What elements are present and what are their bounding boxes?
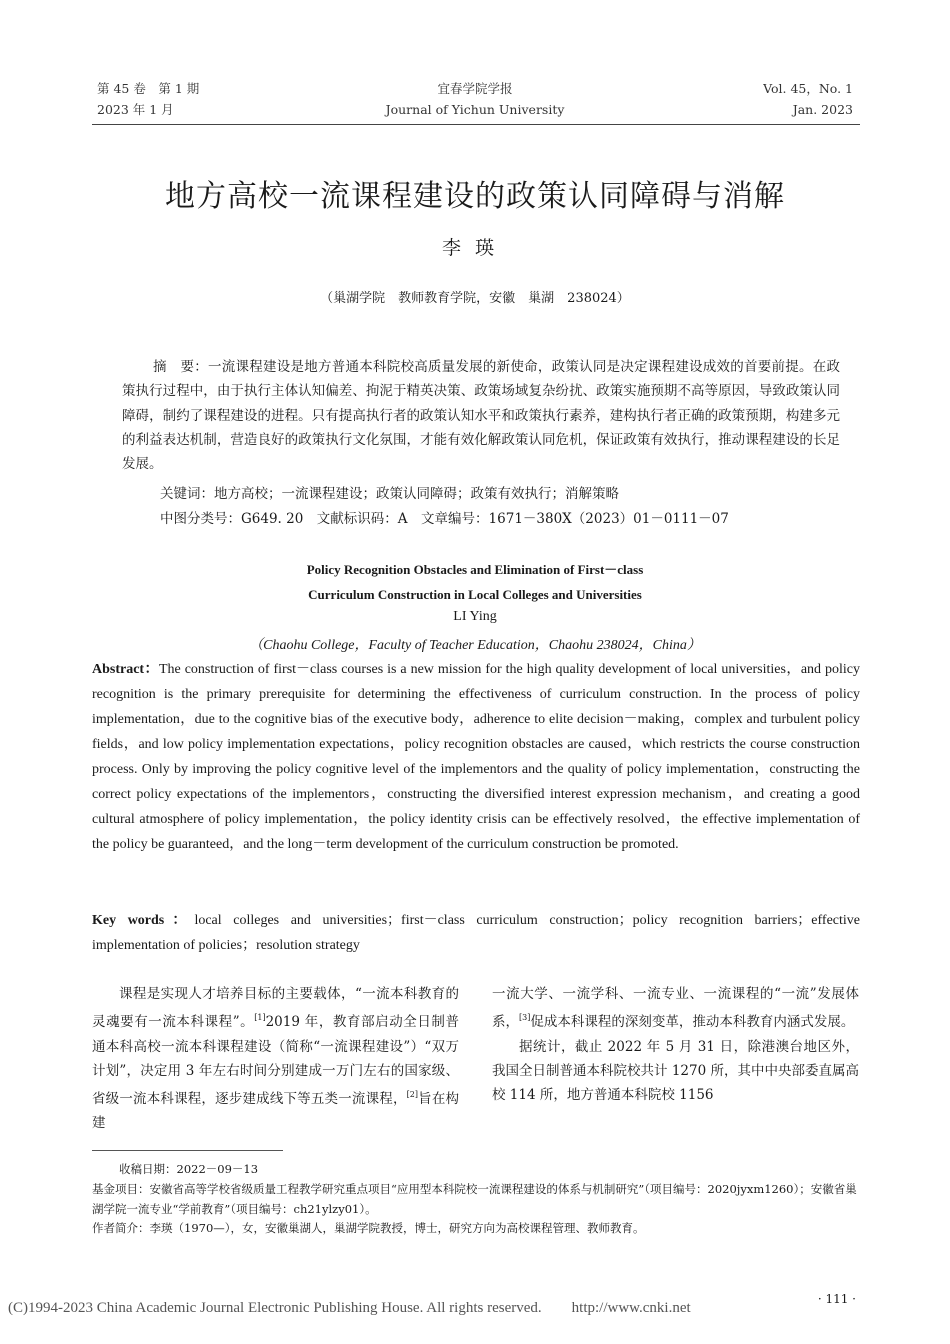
keywords-en-text: local colleges and universities；first－class curriculum construction；policy recognition barriers；effective implementation of policies；resolution strategy bbox=[92, 913, 860, 953]
body-text: 课程是实现人才培养目标的主要载体，“一流本科教育的灵魂要有一流本科课程”。 bbox=[92, 986, 459, 1031]
english-affiliation: （Chaohu College，Faculty of Teacher Education，Chaohu 238024，China） bbox=[249, 638, 701, 653]
pub-date-cn: 2023 年 1 月 bbox=[97, 102, 174, 117]
paper-title: 地方高校一流课程建设的政策认同障碍与消解 bbox=[165, 179, 785, 214]
citation-ref: [2] bbox=[406, 1090, 418, 1100]
pub-date-en: Jan. 2023 bbox=[792, 102, 853, 117]
footnote-fund: 基金项目：安徽省高等学校省级质量工程教学研究重点项目“应用型本科院校一流课程建设的体系与机制研究”（项目编号：2020jyxm1260）；安徽省巢湖学院一流专业“学前教育”（项目编号：ch21ylzy01）。 bbox=[92, 1182, 857, 1216]
body-text: 2019 年，教育部启动全日制普通本科高校一流本科课程建设（简称“一流课程建设”）“双万计划”，决定用 3 年左右时间分别建成一万门左右的国家级、省级一流本科课程，逐步建成线下等五类一流课程， bbox=[92, 1014, 459, 1108]
keywords-cn bbox=[160, 482, 840, 506]
abstract-cn bbox=[122, 355, 840, 476]
keywords-cn-text: 地方高校；一流课程建设；政策认同障碍；政策有效执行；消解策略 bbox=[214, 486, 619, 502]
citation-ref: [3] bbox=[519, 1013, 531, 1023]
body-paragraph bbox=[492, 982, 859, 1035]
body-text: 一流大学、一流学科、一流专业、一流课程的“一流”发展体系， bbox=[492, 986, 859, 1031]
body-text: 促成本科课程的深刻变革，推动本科教育内涵式发展。 bbox=[530, 1014, 855, 1031]
abstract-cn-label: 摘 要： bbox=[153, 359, 209, 375]
copyright-footer: (C)1994-2023 China Academic Journal Electronic Publishing House. All rights reserved. http://www.cnki.net bbox=[8, 1300, 691, 1316]
affiliation: （巢湖学院 教师教育学院，安徽 巢湖 238024） bbox=[320, 291, 630, 306]
author-name: 李瑛 bbox=[441, 237, 508, 259]
keywords-en-label: Key words： bbox=[92, 913, 195, 928]
header-right bbox=[763, 78, 853, 120]
abstract-cn-text: 一流课程建设是地方普通本科院校高质量发展的新使命，政策认同是决定课程建设成效的首要前提。在政策执行过程中，由于执行主体认知偏差、拘泥于精英决策、政策场域复杂纷扰、政策实施预期不高等原因，导致政策认同障碍，制约了课程建设的进程。只有提高执行者的政策认知水平和政策执行素养，建构执行者正确的政策预期，构建多元的利益表达机制，营造良好的政策执行文化氛围，才能有效化解政策认同危机，保证政策有效执行，推动课程建设的长足发展。 bbox=[122, 359, 841, 473]
journal-name-en: Journal of Yichun University bbox=[385, 102, 565, 117]
page-number: · 111 · bbox=[817, 1292, 856, 1306]
footnote-received: 收稿日期：2022－09－13 bbox=[119, 1162, 259, 1176]
header-rule bbox=[92, 124, 860, 125]
keywords-cn-label: 关键词： bbox=[160, 486, 214, 502]
journal-name-cn: 宜春学院学报 bbox=[437, 81, 513, 96]
body-text: 旨在构建 bbox=[92, 1091, 460, 1132]
volume-issue: 第 45 卷 第 1 期 bbox=[97, 81, 200, 96]
body-column-left bbox=[92, 982, 459, 1136]
body-column-right bbox=[492, 982, 859, 1107]
body-paragraph: 据统计，截止 2022 年 5 月 31 日，除港澳台地区外，我国全日制普通本科院校共计 1270 所，其中中央部委直属高校 114 所，地方普通本科院校 1156 bbox=[492, 1038, 859, 1104]
volume-issue-en: Vol. 45，No. 1 bbox=[763, 81, 853, 96]
abstract-en-label: Abstract： bbox=[92, 662, 159, 677]
abstract-en-text: The construction of first－class courses is a new mission for the high quality development of local universities，and policy recognition is the primary prerequisite for determining the effectiveness of curriculum construction. In the process of policy implementation，due to the cognitive bias of the executive body，adherence to elite decision－making，complex and turbulent policy fields，and low policy implementation expectations，policy recognition obstacles are caused，which restricts the course construction process. Only by improving the policy cognitive level of the implementors and the quality of policy implementation，constructing the correct policy expectations of the implementors，constructing the diversified interest expression mechanism，and creating a good cultural atmosphere of policy implementation，the policy identity crisis can be effectively resolved，the effective implementation of the policy be guaranteed，and the long－term development of the curriculum construction be promoted. bbox=[92, 662, 860, 852]
english-title-line1: Policy Recognition Obstacles and Elimination of First－class bbox=[306, 562, 644, 577]
keywords-en bbox=[92, 908, 860, 958]
english-author: LI Ying bbox=[453, 609, 497, 624]
english-title-line2: Curriculum Construction in Local Colleges and Universities bbox=[308, 587, 642, 602]
footnote-rule bbox=[92, 1150, 283, 1151]
abstract-en bbox=[92, 657, 860, 857]
citation-ref: [1] bbox=[254, 1013, 266, 1023]
english-title bbox=[0, 557, 950, 607]
classification: 中图分类号：G649. 20 文献标识码：A 文章编号：1671－380X（2023）01－0111－07 bbox=[160, 511, 729, 527]
footnote-bio: 作者简介：李瑛（1970—），女，安徽巢湖人，巢湖学院教授，博士，研究方向为高校课程管理、教师教育。 bbox=[92, 1221, 645, 1235]
